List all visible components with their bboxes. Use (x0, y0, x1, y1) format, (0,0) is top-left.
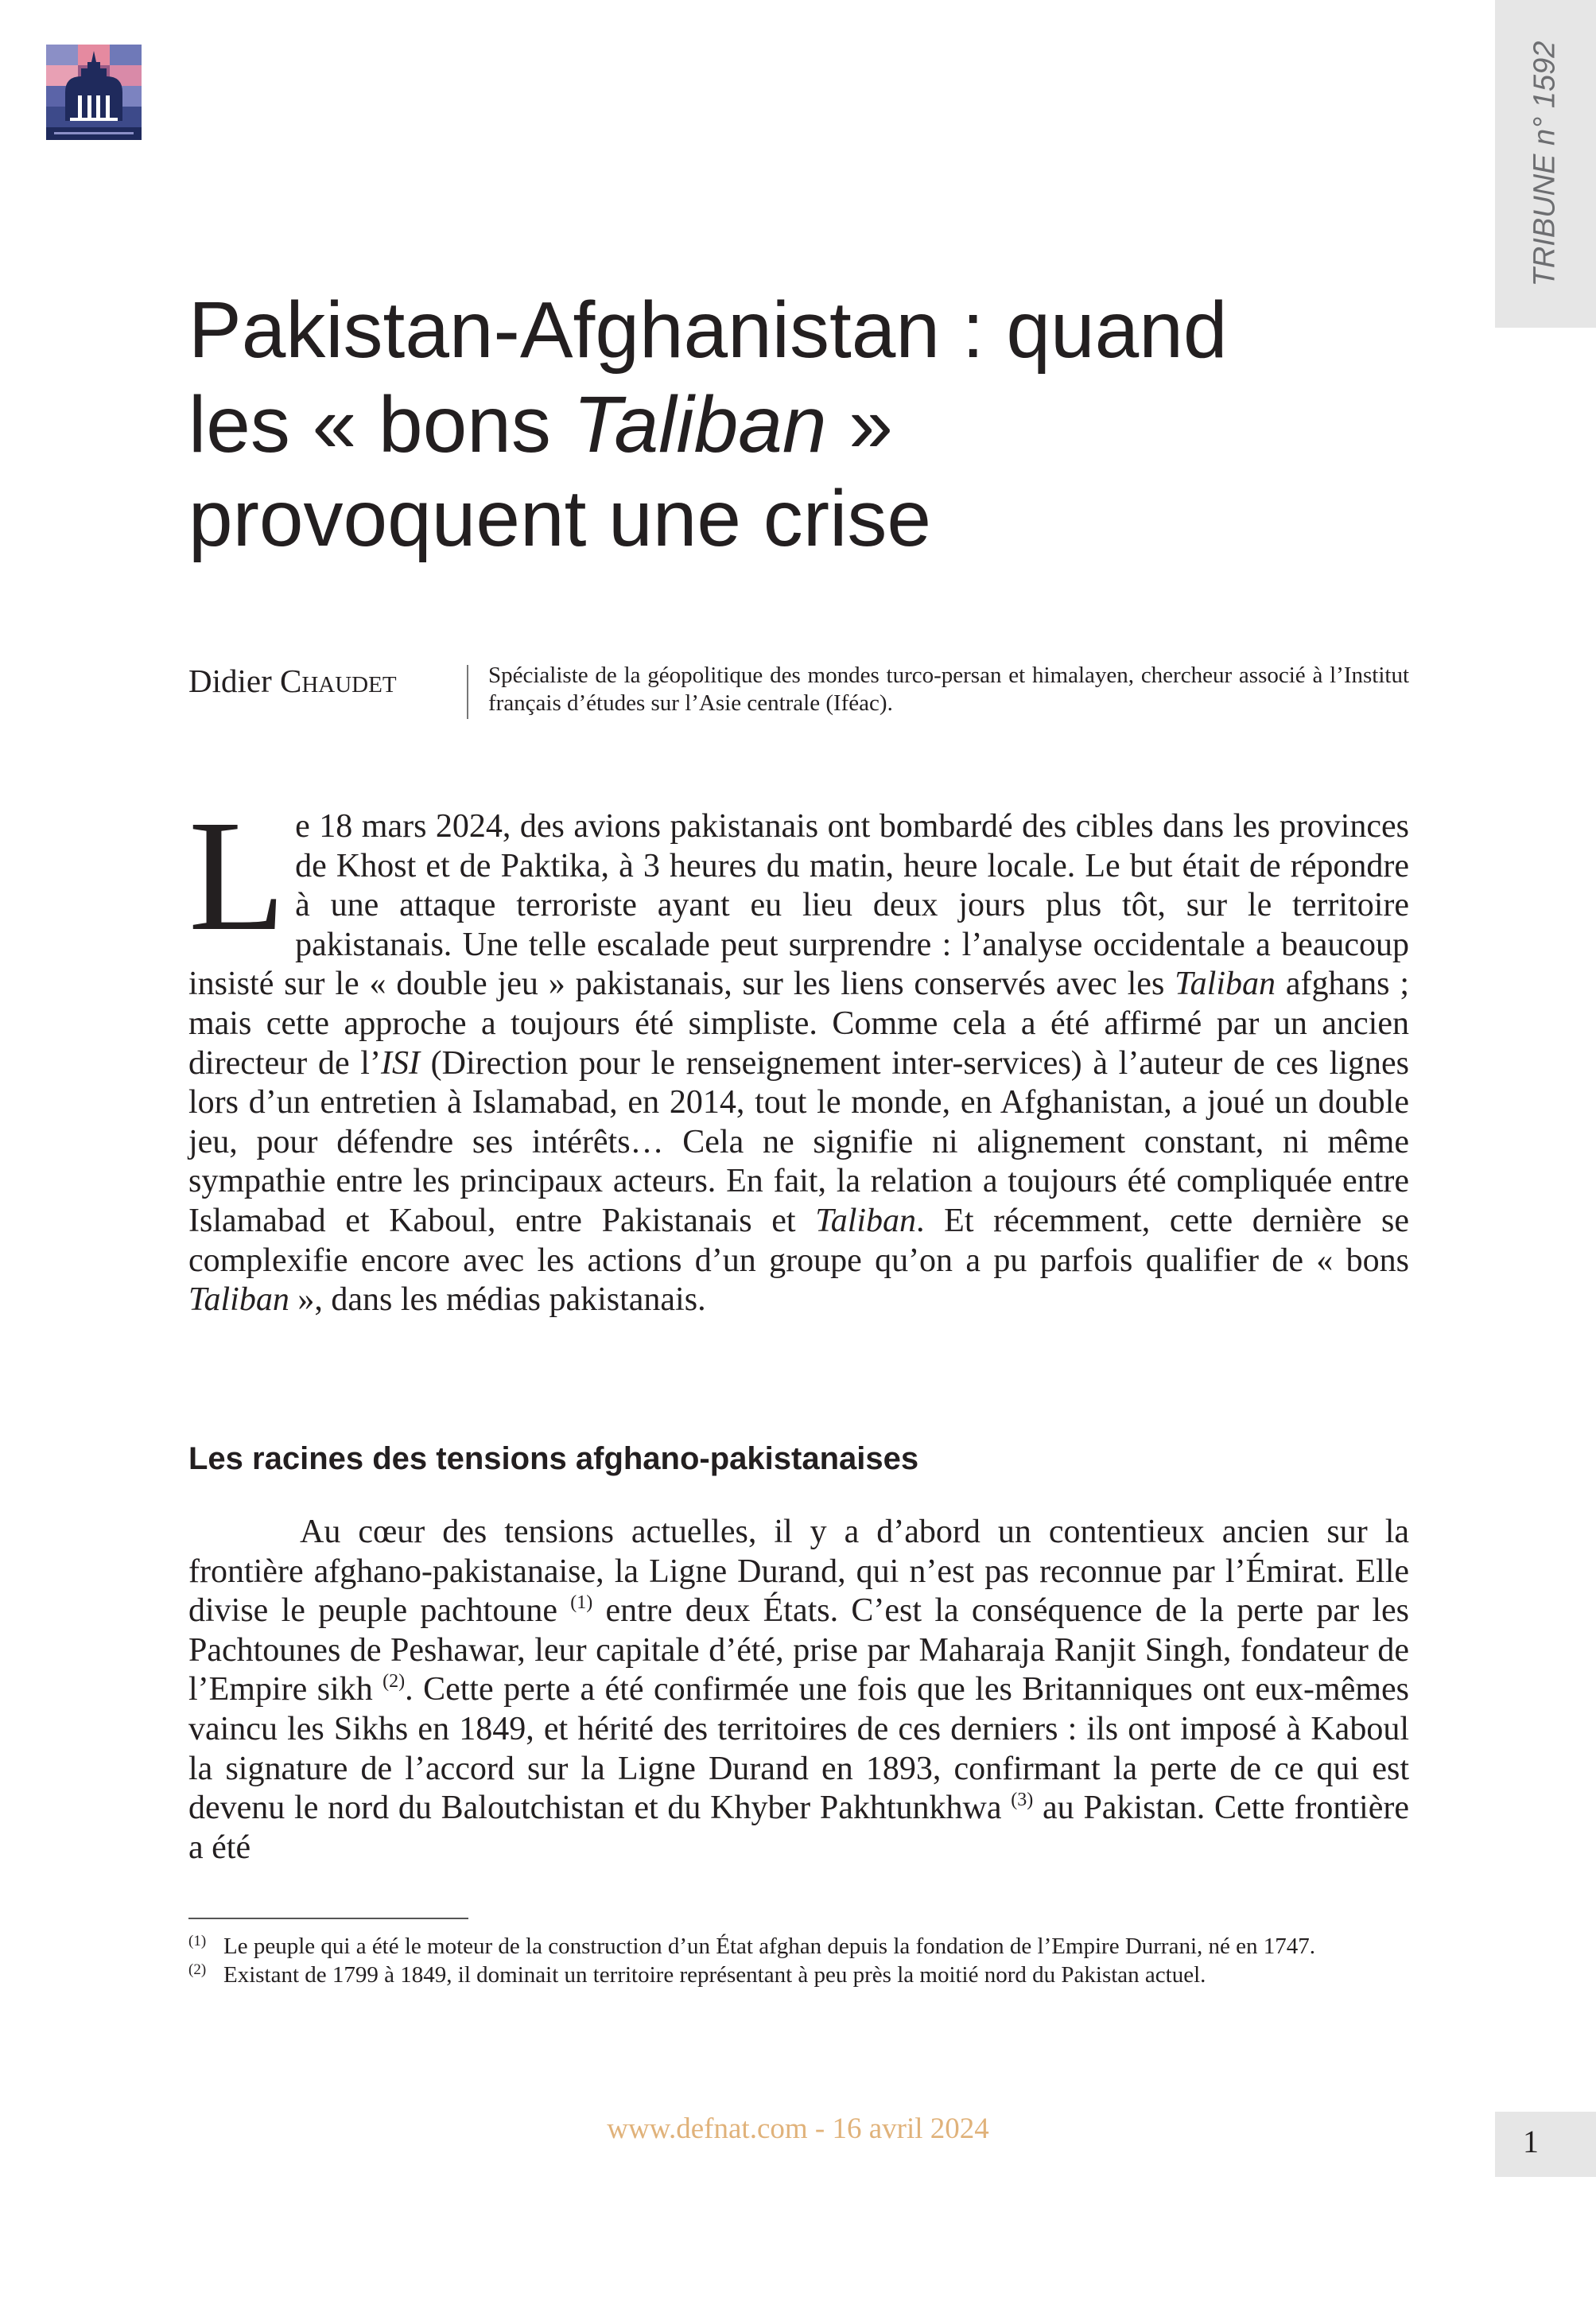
footnote-rule (188, 1918, 468, 1919)
page-number: 1 (1523, 2124, 1539, 2159)
defnat-building-logo-icon (46, 45, 142, 140)
section-paragraph (188, 1513, 1409, 1868)
author-bio: Spécialiste de la géopolitique des mondes turco-persan et himalayen, chercheur associé à l’Institut français d’études sur l’Asie centrale (Iféac). (488, 663, 1409, 716)
title-line-3: provoquent une crise (188, 474, 931, 563)
footnote-ref-3[interactable]: (3) (1011, 1790, 1034, 1811)
author-name (188, 662, 397, 700)
footnote-ref-2[interactable]: (2) (382, 1671, 406, 1693)
lead-italic-3: Taliban (815, 1202, 917, 1239)
section-text-3: . Cette perte a été confirmée une fois que les Britanniques ont eux-mêmes vaincu les Sikhs en 1849, et hérité des territoires de ces derniers : ils ont imposé à Kaboul la signature de l’accord sur la Ligne Durand en 1893, confirmant la perte de ce qui est devenu le nord du Baloutchistan et du Khyber Pakhtunkhwa (188, 1671, 1409, 1827)
title-line-1: Pakistan-Afghanistan : quand (188, 286, 1228, 375)
footnote-1-text: Le peuple qui a été le moteur de la construction d’un État afghan depuis la fondation de l’Empire Durrani, né en 1747. (223, 1934, 1316, 1959)
lead-text-4: . Et récemment, cette dernière se complexifie encore avec les actions d’un groupe qu’on a pu parfois qualifier de « bons (188, 1202, 1409, 1279)
footnote-2-number: (2) (188, 1961, 207, 1978)
site-footer-link[interactable]: www.defnat.com - 16 avril 2024 (607, 2112, 989, 2145)
lead-text-2: afghans ; mais cette approche a toujours été simpliste. Comme cela a été affirmé par un ancien directeur de l’ (188, 966, 1409, 1082)
section-heading: Les racines des tensions afghano-pakistanaises (188, 1441, 919, 1476)
defnat-logo (46, 45, 142, 140)
lead-italic-1: Taliban (1175, 966, 1276, 1003)
footnote-1-number: (1) (188, 1933, 207, 1949)
section-text-2: entre deux États. C’est la conséquence de la perte par les Pachtounes de Peshawar, leur capitale d’été, prise par Maharaja Ranjit Singh, fondateur de l’Empire sikh (188, 1592, 1409, 1708)
lead-italic-2: ISI (380, 1044, 420, 1082)
lead-italic-4: Taliban (188, 1281, 289, 1319)
footnote-2-text: Existant de 1799 à 1849, il dominait un territoire représentant à peu près la moitié nord du Pakistan actuel. (223, 1962, 1206, 1988)
page-number-box (1495, 2112, 1596, 2177)
lead-paragraph (188, 788, 1409, 1320)
lead-text-3: (Direction pour le renseignement inter-services) à l’auteur de ces lignes lors d’un entretien à Islamabad, en 2014, tout le monde, en Afghanistan, a joué un double jeu, pour défendre ses intérêts… Cela ne signifie ni alignement constant, ni même sympathie entre les principaux acteurs. En fait, la relation a toujours été compliquée entre Islamabad et Kaboul, entre Pakistanais et (188, 1044, 1409, 1239)
article-title (188, 283, 1342, 566)
footnote-ref-1[interactable]: (1) (570, 1592, 593, 1614)
tribune-number: TRIBUNE n° 1592 (1528, 41, 1562, 287)
title-line-2-pre: les « bons (188, 379, 573, 469)
section-text-4: au Pakistan. Cette frontière a été (188, 1790, 1410, 1866)
lead-text-5: », dans les médias pakistanais. (289, 1281, 706, 1319)
author-last-name: Chaudet (280, 663, 397, 699)
title-line-2-italic: Taliban (573, 379, 827, 469)
title-line-2-post: » (826, 379, 893, 469)
footnote-2 (188, 1961, 1409, 1988)
footnote-1 (188, 1933, 1409, 1960)
author-first-name: Didier (188, 663, 280, 699)
drop-cap: L (188, 788, 286, 964)
section-text-1: Au cœur des tensions actuelles, il y a d’abord un contentieux ancien sur la frontière afghano-pakistanaise, la Ligne Durand, qui n’est pas reconnue par l’Émirat. Elle divise le peuple pachtoune (188, 1514, 1409, 1630)
footnotes (188, 1933, 1409, 1990)
lead-text-1: e 18 mars 2024, des avions pakistanais ont bombardé des cibles dans les provinces de Khost et de Paktika, à 3 heures du matin, heure locale. Le but était de répondre à une attaque terroriste ayant eu lieu deux jours plus tôt, sur le territoire pakistanais. Une telle escalade peut surprendre : l’analyse occidentale a beaucoup insisté sur le « double jeu » pakistanais, sur les liens conservés avec les (188, 808, 1409, 1003)
tribune-side-tab (1495, 0, 1596, 328)
author-divider (467, 665, 468, 719)
